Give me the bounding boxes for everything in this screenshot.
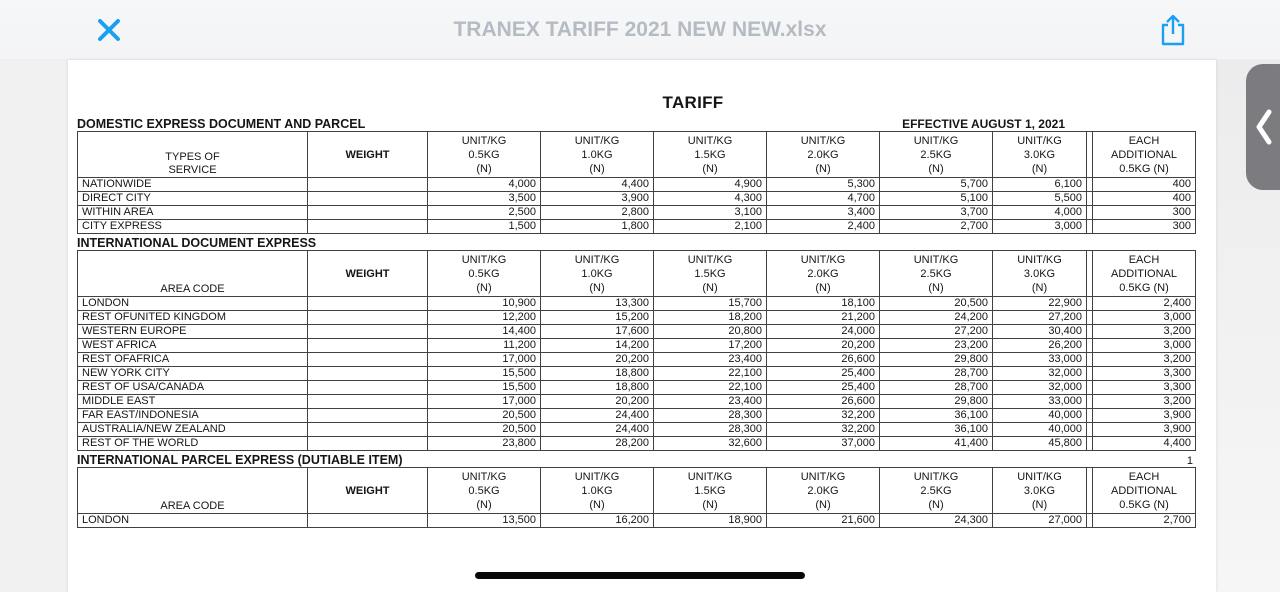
rate-cell: 25,400 <box>767 381 880 395</box>
rate-cell: 2,800 <box>541 206 654 220</box>
rate-cell: 4,000 <box>428 178 541 192</box>
rate-cell: 25,400 <box>767 367 880 381</box>
rate-cell: 2,400 <box>1093 297 1196 311</box>
share-button[interactable] <box>1160 14 1186 46</box>
row-label: WEST AFRICA <box>78 339 308 353</box>
table-row <box>78 353 1196 367</box>
unit-column-header: UNIT/KG 2.5KG (N) <box>880 132 993 178</box>
rate-cell: 17,000 <box>428 395 541 409</box>
section-title: DOMESTIC EXPRESS DOCUMENT AND PARCEL <box>77 117 366 131</box>
section-title: INTERNATIONAL DOCUMENT EXPRESS <box>77 236 317 250</box>
weight-cell <box>308 409 428 423</box>
table-row <box>78 514 1196 528</box>
rate-cell: 28,300 <box>654 409 767 423</box>
rate-cell: 22,100 <box>654 381 767 395</box>
table-row <box>78 297 1196 311</box>
table-row <box>78 206 1196 220</box>
row-label: CITY EXPRESS <box>78 220 308 234</box>
table-row <box>78 409 1196 423</box>
rate-cell: 28,200 <box>541 437 654 451</box>
row-label: AUSTRALIA/NEW ZEALAND <box>78 423 308 437</box>
table-row <box>78 325 1196 339</box>
rate-cell: 36,100 <box>880 423 993 437</box>
rate-cell: 27,000 <box>993 514 1087 528</box>
rate-cell: 32,000 <box>993 381 1087 395</box>
rate-cell: 20,200 <box>541 395 654 409</box>
unit-column-header: UNIT/KG 1.0KG (N) <box>541 132 654 178</box>
row-label: REST OFAFRICA <box>78 353 308 367</box>
row-label: FAR EAST/INDONESIA <box>78 409 308 423</box>
row-label: REST OF THE WORLD <box>78 437 308 451</box>
rate-cell: 23,400 <box>654 353 767 367</box>
unit-column-header: UNIT/KG 0.5KG (N) <box>428 132 541 178</box>
rate-cell: 3,900 <box>541 192 654 206</box>
unit-column-header: UNIT/KG 2.5KG (N) <box>880 468 993 514</box>
rate-cell: 29,800 <box>880 395 993 409</box>
rate-cell: 10,900 <box>428 297 541 311</box>
rate-cell: 13,300 <box>541 297 654 311</box>
rate-cell: 3,100 <box>654 206 767 220</box>
table-row <box>78 178 1196 192</box>
rate-cell: 32,600 <box>654 437 767 451</box>
table-row <box>78 192 1196 206</box>
rate-cell: 4,700 <box>767 192 880 206</box>
rate-cell: 5,500 <box>993 192 1087 206</box>
rate-cell: 5,100 <box>880 192 993 206</box>
table-row <box>78 423 1196 437</box>
rate-cell: 3,900 <box>1093 423 1196 437</box>
rate-cell: 23,800 <box>428 437 541 451</box>
rate-cell: 41,400 <box>880 437 993 451</box>
table-row <box>78 311 1196 325</box>
rate-cell: 3,200 <box>1093 395 1196 409</box>
rate-cell: 20,500 <box>428 423 541 437</box>
unit-column-header: UNIT/KG 0.5KG (N) <box>428 468 541 514</box>
rate-cell: 300 <box>1093 220 1196 234</box>
weight-cell <box>308 381 428 395</box>
rate-cell: 15,500 <box>428 381 541 395</box>
tariff-table <box>77 250 1196 451</box>
unit-column-header: UNIT/KG 2.0KG (N) <box>767 132 880 178</box>
row-label: WESTERN EUROPE <box>78 325 308 339</box>
rate-cell: 5,700 <box>880 178 993 192</box>
rate-cell: 20,500 <box>428 409 541 423</box>
chevron-left-icon <box>1255 108 1273 146</box>
rate-cell: 3,900 <box>1093 409 1196 423</box>
spreadsheet-preview[interactable] <box>68 60 1216 592</box>
rate-cell: 15,700 <box>654 297 767 311</box>
weight-column-header: WEIGHT <box>308 132 428 178</box>
weight-cell <box>308 353 428 367</box>
rate-cell: 18,800 <box>541 381 654 395</box>
table-row <box>78 367 1196 381</box>
rate-cell: 3,500 <box>428 192 541 206</box>
rate-cell: 20,800 <box>654 325 767 339</box>
rate-cell: 4,000 <box>993 206 1087 220</box>
rate-cell: 11,200 <box>428 339 541 353</box>
effective-date: EFFECTIVE AUGUST 1, 2021 <box>902 117 1065 131</box>
rate-cell: 30,400 <box>993 325 1087 339</box>
unit-column-header: UNIT/KG 3.0KG (N) <box>993 251 1087 297</box>
each-additional-column-header: EACH ADDITIONAL 0.5KG (N) <box>1093 132 1196 178</box>
rate-cell: 24,200 <box>880 311 993 325</box>
rate-cell: 2,500 <box>428 206 541 220</box>
rate-cell: 15,200 <box>541 311 654 325</box>
rate-cell: 3,400 <box>767 206 880 220</box>
rate-cell: 22,100 <box>654 367 767 381</box>
rate-cell: 3,000 <box>1093 339 1196 353</box>
rate-cell: 17,600 <box>541 325 654 339</box>
rate-cell: 23,400 <box>654 395 767 409</box>
row-label: NEW YORK CITY <box>78 367 308 381</box>
rate-cell: 400 <box>1093 178 1196 192</box>
rate-cell: 1,500 <box>428 220 541 234</box>
weight-column-header: WEIGHT <box>308 251 428 297</box>
rate-cell: 18,900 <box>654 514 767 528</box>
unit-column-header: UNIT/KG 3.0KG (N) <box>993 468 1087 514</box>
rate-cell: 5,300 <box>767 178 880 192</box>
rate-cell: 4,900 <box>654 178 767 192</box>
weight-cell <box>308 192 428 206</box>
row-label: MIDDLE EAST <box>78 395 308 409</box>
rate-cell: 300 <box>1093 206 1196 220</box>
rate-cell: 20,200 <box>541 353 654 367</box>
document-title: TRANEX TARIFF 2021 NEW NEW.xlsx <box>453 18 827 41</box>
table-row <box>78 220 1196 234</box>
rate-cell: 17,000 <box>428 353 541 367</box>
rate-cell: 4,400 <box>541 178 654 192</box>
each-additional-column-header: EACH ADDITIONAL 0.5KG (N) <box>1093 251 1196 297</box>
weight-cell <box>308 311 428 325</box>
home-indicator[interactable] <box>475 572 805 579</box>
weight-cell <box>308 395 428 409</box>
weight-cell <box>308 367 428 381</box>
rate-cell: 2,100 <box>654 220 767 234</box>
rate-cell: 20,500 <box>880 297 993 311</box>
unit-column-header: UNIT/KG 2.5KG (N) <box>880 251 993 297</box>
rate-cell: 33,000 <box>993 353 1087 367</box>
rate-cell: 26,600 <box>767 353 880 367</box>
rate-cell: 37,000 <box>767 437 880 451</box>
row-label: NATIONWIDE <box>78 178 308 192</box>
rate-cell: 24,300 <box>880 514 993 528</box>
rate-cell: 3,200 <box>1093 353 1196 367</box>
rate-cell: 22,900 <box>993 297 1087 311</box>
rate-cell: 21,600 <box>767 514 880 528</box>
tariff-table <box>77 467 1196 528</box>
rate-cell: 3,300 <box>1093 381 1196 395</box>
section-title: INTERNATIONAL PARCEL EXPRESS (DUTIABLE ITEM) <box>77 453 403 467</box>
unit-column-header: UNIT/KG 1.5KG (N) <box>654 468 767 514</box>
weight-cell <box>308 297 428 311</box>
rate-cell: 18,100 <box>767 297 880 311</box>
rate-cell: 18,200 <box>654 311 767 325</box>
rate-cell: 45,800 <box>993 437 1087 451</box>
rate-cell: 32,200 <box>767 409 880 423</box>
weight-cell <box>308 423 428 437</box>
unit-column-header: UNIT/KG 1.5KG (N) <box>654 132 767 178</box>
tariff-document <box>77 117 1195 528</box>
row-label: WITHIN AREA <box>78 206 308 220</box>
unit-column-header: UNIT/KG 2.0KG (N) <box>767 251 880 297</box>
rate-cell: 32,000 <box>993 367 1087 381</box>
previous-page-button[interactable] <box>1246 64 1280 190</box>
rate-cell: 24,400 <box>541 409 654 423</box>
unit-column-header: UNIT/KG 1.0KG (N) <box>541 251 654 297</box>
table-row <box>78 395 1196 409</box>
row-header-cell: AREA CODE <box>78 468 308 514</box>
rate-cell: 17,200 <box>654 339 767 353</box>
row-label: REST OF USA/CANADA <box>78 381 308 395</box>
rate-cell: 3,000 <box>993 220 1087 234</box>
rate-cell: 24,000 <box>767 325 880 339</box>
left-margin <box>0 60 68 592</box>
weight-cell <box>308 220 428 234</box>
weight-cell <box>308 437 428 451</box>
rate-cell: 400 <box>1093 192 1196 206</box>
rate-cell: 6,100 <box>993 178 1087 192</box>
rate-cell: 40,000 <box>993 409 1087 423</box>
table-row <box>78 339 1196 353</box>
rate-cell: 2,400 <box>767 220 880 234</box>
rate-cell: 15,500 <box>428 367 541 381</box>
top-bar <box>0 0 1280 60</box>
rate-cell: 4,300 <box>654 192 767 206</box>
rate-cell: 2,700 <box>1093 514 1196 528</box>
rate-cell: 40,000 <box>993 423 1087 437</box>
weight-column-header: WEIGHT <box>308 468 428 514</box>
unit-column-header: UNIT/KG 1.0KG (N) <box>541 468 654 514</box>
table-row <box>78 381 1196 395</box>
rate-cell: 26,200 <box>993 339 1087 353</box>
rate-cell: 27,200 <box>880 325 993 339</box>
row-header-cell: TYPES OF SERVICE <box>78 132 308 178</box>
unit-column-header: UNIT/KG 1.5KG (N) <box>654 251 767 297</box>
weight-cell <box>308 339 428 353</box>
section-header <box>77 117 1195 131</box>
rate-cell: 3,000 <box>1093 311 1196 325</box>
rate-cell: 36,100 <box>880 409 993 423</box>
rate-cell: 26,600 <box>767 395 880 409</box>
rate-cell: 4,400 <box>1093 437 1196 451</box>
weight-cell <box>308 206 428 220</box>
row-label: REST OFUNITED KINGDOM <box>78 311 308 325</box>
share-icon <box>1160 14 1186 46</box>
rate-cell: 27,200 <box>993 311 1087 325</box>
rate-cell: 3,300 <box>1093 367 1196 381</box>
rate-cell: 32,200 <box>767 423 880 437</box>
page-number: 1 <box>1186 455 1193 467</box>
each-additional-column-header: EACH ADDITIONAL 0.5KG (N) <box>1093 468 1196 514</box>
unit-column-header: UNIT/KG 0.5KG (N) <box>428 251 541 297</box>
rate-cell: 1,800 <box>541 220 654 234</box>
rate-cell: 24,400 <box>541 423 654 437</box>
rate-cell: 16,200 <box>541 514 654 528</box>
rate-cell: 12,200 <box>428 311 541 325</box>
section-header <box>77 453 1195 467</box>
rate-cell: 2,700 <box>880 220 993 234</box>
row-header-cell: AREA CODE <box>78 251 308 297</box>
rate-cell: 33,000 <box>993 395 1087 409</box>
section-header <box>77 236 1195 250</box>
rate-cell: 28,700 <box>880 381 993 395</box>
tariff-table <box>77 131 1196 234</box>
rate-cell: 18,800 <box>541 367 654 381</box>
rate-cell: 28,700 <box>880 367 993 381</box>
rate-cell: 29,800 <box>880 353 993 367</box>
rate-cell: 13,500 <box>428 514 541 528</box>
unit-column-header: UNIT/KG 3.0KG (N) <box>993 132 1087 178</box>
rate-cell: 21,200 <box>767 311 880 325</box>
rate-cell: 14,200 <box>541 339 654 353</box>
rate-cell: 3,200 <box>1093 325 1196 339</box>
rate-cell: 28,300 <box>654 423 767 437</box>
rate-cell: 20,200 <box>767 339 880 353</box>
row-label: DIRECT CITY <box>78 192 308 206</box>
rate-cell: 14,400 <box>428 325 541 339</box>
rate-cell: 3,700 <box>880 206 993 220</box>
row-label: LONDON <box>78 297 308 311</box>
weight-cell <box>308 514 428 528</box>
weight-cell <box>308 178 428 192</box>
weight-cell <box>308 325 428 339</box>
row-label: LONDON <box>78 514 308 528</box>
table-row <box>78 437 1196 451</box>
sheet-title: TARIFF <box>662 93 724 112</box>
rate-cell: 23,200 <box>880 339 993 353</box>
unit-column-header: UNIT/KG 2.0KG (N) <box>767 468 880 514</box>
